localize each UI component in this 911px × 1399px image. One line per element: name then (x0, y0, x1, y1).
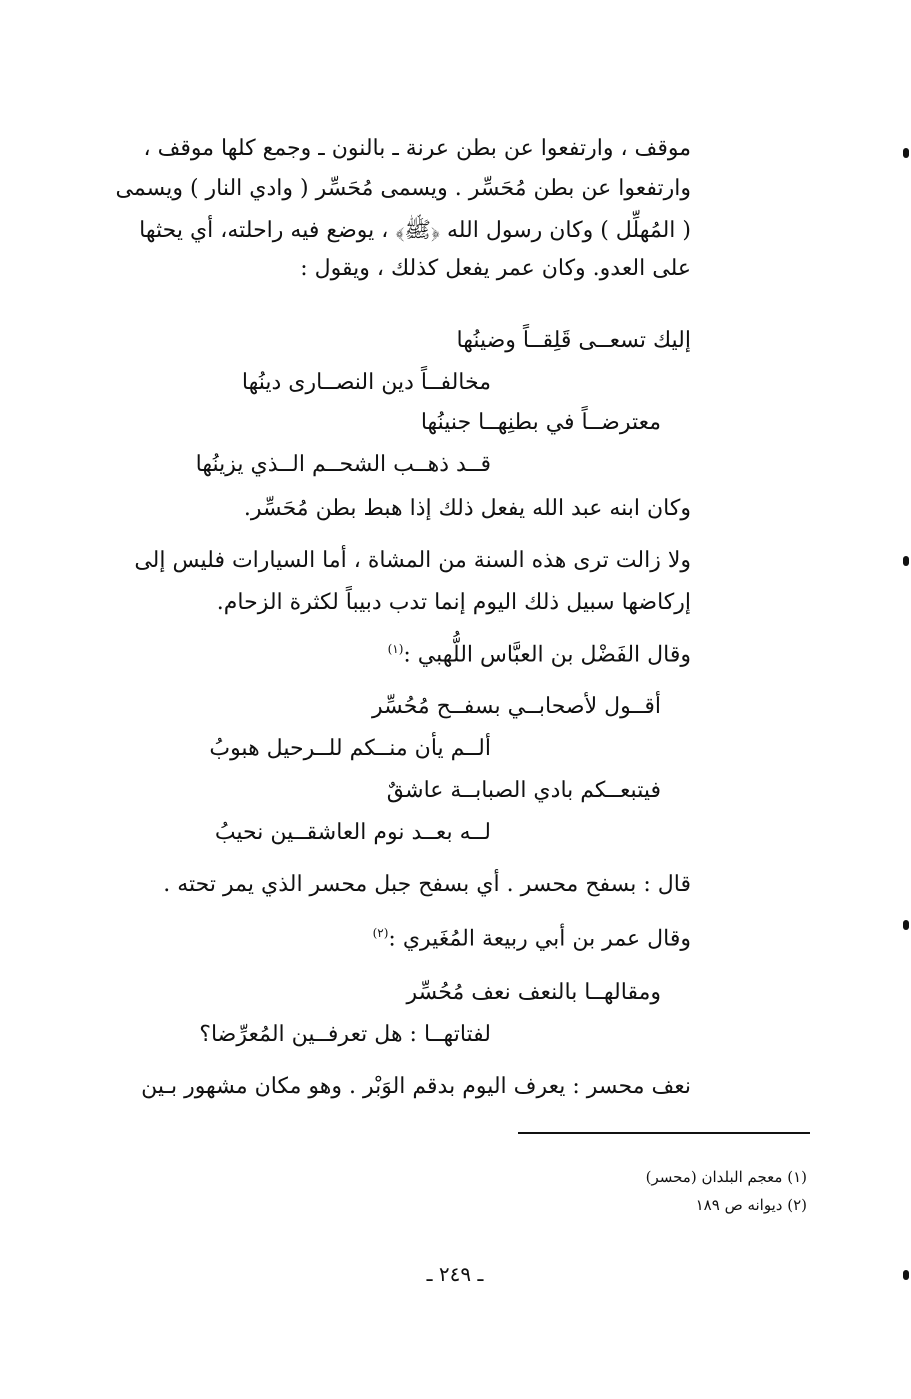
poem2-intro-text: وقال الفَضْل بن العبَّاس اللُّهبي : (403, 642, 691, 668)
footnote-divider (518, 1132, 810, 1134)
paragraph2-line-2: إركاضها سبيل ذلك اليوم إنما تدب دبيباً لكثرة الزحام. (216, 590, 691, 615)
poem2-verse-4: لــه بعــد نوم العاشقــين نحيبُ (214, 820, 491, 845)
poem1-verse-4: قــد ذهــب الشحــم الــذي يزينُها (195, 452, 491, 477)
edge-mark (903, 920, 909, 930)
edge-mark (903, 556, 909, 566)
poem2-verse-1: أقــول لأصحابــي بسفــح مُحُسِّر (371, 694, 661, 719)
poem2-verse-2: ألــم يأن منــكم للــرحيل هبوبُ (209, 736, 491, 761)
page-number: ـ ٢٤٩ ـ (426, 1262, 484, 1286)
poem1-verse-1: إليك تسعــى قَلِقــاً وضينُها (456, 328, 691, 353)
poem3-verse-1: ومقالهــا بالنعف نعف مُحُسِّر (406, 980, 661, 1005)
after-poem1-text: وكان ابنه عبد الله يفعل ذلك إذا هبط بطن مُحَسِّر. (243, 496, 691, 521)
footnote-2: (٢) ديوانه ص ١٨٩ (695, 1196, 807, 1214)
edge-mark (903, 148, 909, 158)
poem1-verse-3: معترضــاً في بطنِهــا جنينُها (420, 410, 661, 435)
last-line: نعف محسر : يعرف اليوم بدقم الوَبْر . وهو مكان مشهور بـين (141, 1074, 691, 1099)
edge-mark (903, 1270, 909, 1280)
poem3-verse-2: لفتاتهــا : هل تعرفــين المُعرِّضا؟ (199, 1022, 491, 1047)
explanation-text: قال : بسفح محسر . أي بسفح جبل محسر الذي يمر تحته . (163, 872, 691, 897)
intro-line-1: موقف ، وارتفعوا عن بطن عرنة ـ بالنون ـ وجمع كلها موقف ، (143, 136, 691, 161)
intro-line-3: ( المُهلِّل ) وكان رسول الله ﴿ﷺ﴾ ، يوضع فيه راحلته، أي يحثها (139, 218, 691, 243)
poem1-verse-2: مخالفــاً دين النصــارى دينُها (241, 370, 491, 395)
poem2-verse-3: فيتبعــكم بادي الصبابــة عاشقٌ (386, 778, 661, 803)
footnote-1: (١) معجم البلدان (محسر) (645, 1168, 807, 1186)
poem3-intro (151, 926, 691, 951)
intro-line-2: وارتفعوا عن بطن مُحَسِّر . ويسمى مُحَسِّر ( وادي النار ) ويسمى (115, 176, 691, 201)
intro-line-4: على العدو. وكان عمر يفعل كذلك ، ويقول : (300, 256, 691, 281)
poem2-intro (151, 642, 691, 667)
footnote-marker-1: (١) (387, 642, 404, 656)
paragraph2-line-1: ولا زالت ترى هذه السنة من المشاة ، أما السيارات فليس إلى (134, 548, 691, 573)
poem3-intro-text: وقال عمر بن أبي ربيعة المُغَيري : (388, 926, 691, 952)
footnote-marker-2: (٢) (372, 926, 389, 940)
